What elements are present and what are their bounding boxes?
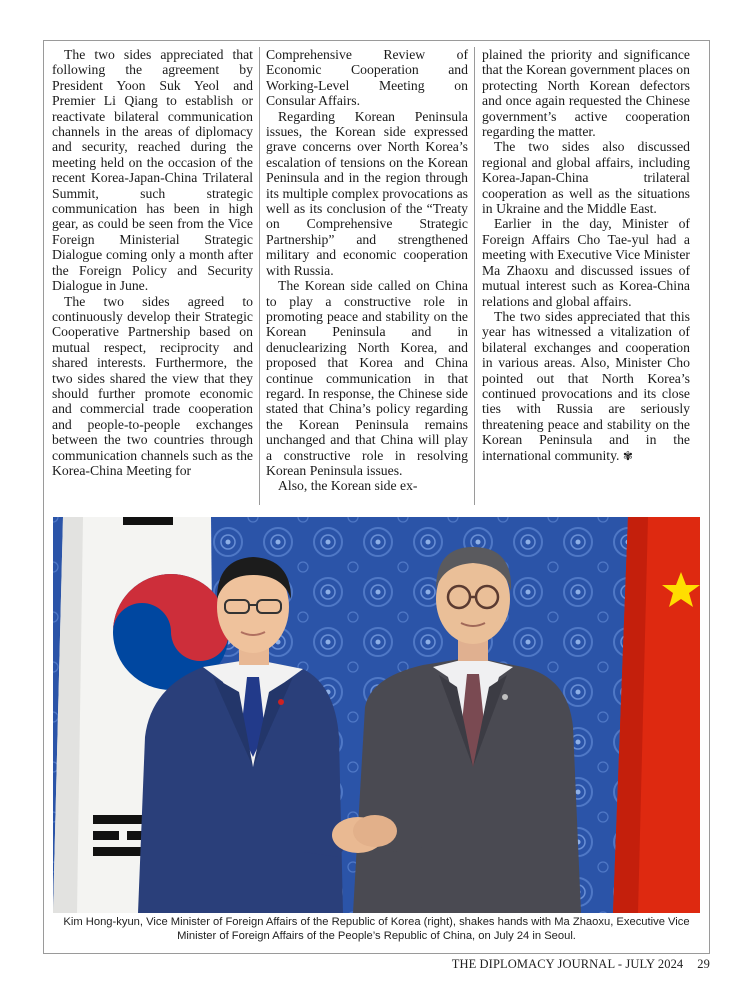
article-column-1 — [52, 47, 259, 505]
photo-caption: Kim Hong-kyun, Vice Minister of Foreign Affairs of the Republic of Korea (right), shakes hands with Ma Zhaoxu, Executive Vice Minister of Foreign Affairs of the People’s Republic of China, on July 24 in Seoul. — [63, 916, 690, 942]
paragraph: Also, the Korean side ex- — [278, 478, 418, 494]
end-of-article-icon: ✾ — [622, 448, 633, 463]
news-photo — [53, 517, 700, 913]
page-footer — [452, 957, 710, 972]
paragraph-text: The two sides appreciated that this year has witnessed a vitalization of bilateral exchanges and cooperation in various areas. Also, Minister Cho pointed out that North Korea’s continued provocations and its close ties with Russia are seriously threatening peace and stability on the Korean Peninsula and in the international community. — [482, 308, 690, 463]
paragraph: The two sides agreed to continuously develop their Strategic Cooperative Partnership based on mutual respect, reciprocity and shared interests. Furthermore, the two sides shared the view that they should further promote economic and commercial trade cooperation and people-to-people exchanges between the two countries through communication channels such as the Korea-China Meeting for — [52, 293, 253, 478]
paragraph: Earlier in the day, Minister of Foreign Affairs Cho Tae-yul had a meeting with Executive Vice Minister Ma Zhaoxu and discussed issues of mutual interest such as Korea-China relations and global affairs. — [482, 216, 690, 309]
publication-name: THE DIPLOMACY JOURNAL - JULY 2024 — [451, 957, 684, 971]
paragraph: Regarding Korean Peninsula issues, the Korean side expressed grave concerns over North Korea’s escalation of tensions on the Korean Peninsula and in the region through its multiple complex provocations as well as its conclusion of the “Treaty on Comprehensive Strategic Partnership” and strengthened military and economic cooperation with Russia. — [266, 108, 468, 278]
paragraph: The two sides also discussed regional and global affairs, including Korea-Japan-China trilateral cooperation as well as the situations in Ukraine and the Middle East. — [482, 139, 690, 217]
paragraph: plained the priority and significance that the Korean government places on protecting North Korean defectors and once again requested the Chinese government’s active cooperation regarding the matter. — [482, 47, 690, 140]
article-column-2 — [259, 47, 474, 505]
page-number: 29 — [697, 957, 710, 971]
paragraph: Comprehensive Review of Economic Cooperation and Working-Level Meeting on Consular Affairs. — [266, 47, 468, 109]
paragraph — [482, 309, 690, 464]
paragraph: The two sides appreciated that following the agreement by President Yoon Suk Yeol and Premier Li Qiang to establish or reactivate bilateral communication channels in the areas of diplomacy and security, reached during the meeting held on the occasion of the recent Korea-Japan-China Trilateral Summit, such strategic communication has been in high gear, as could be seen from the Vice Foreign Ministerial Strategic Dialogue coming only a month after the Foreign Policy and Security Dialogue in June. — [52, 47, 253, 294]
china-flag — [613, 517, 700, 913]
article-column-3 — [474, 47, 690, 505]
article-body — [52, 47, 702, 505]
paragraph: The Korean side called on China to play a constructive role in promoting peace and stability on the Korean Peninsula and in denuclearizing North Korea, and proposed that Korea and China continue communication in that regard. In response, the Chinese side stated that China’s policy regarding the Korean Peninsula remains unchanged and that China will play a constructive role in resolving Korean Peninsula issues. — [266, 278, 468, 478]
